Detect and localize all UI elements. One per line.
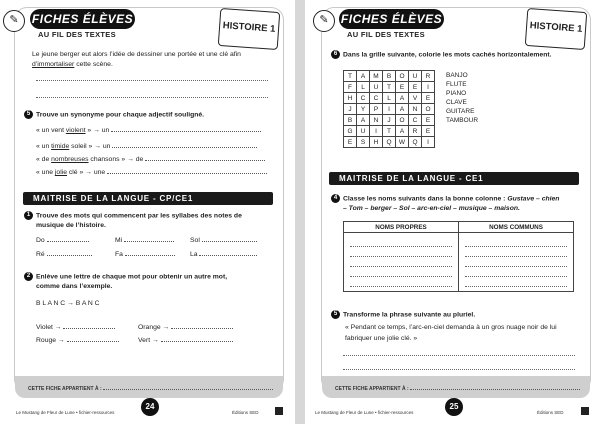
grid-row: [344, 71, 435, 82]
pencil-icon: ✎: [3, 10, 25, 32]
synonym-row: « un vent violent » → un: [36, 126, 268, 136]
left-section-heading: MAITRISE DE LA LANGUE - CP/CE1: [23, 192, 273, 205]
grid-cell[interactable]: U: [370, 82, 383, 93]
right-subbanner: AU FIL DES TEXTES: [347, 30, 425, 39]
grid-cell[interactable]: B: [383, 71, 396, 82]
answer-line[interactable]: [36, 80, 268, 81]
grid-cell[interactable]: U: [357, 126, 370, 137]
grid-cell[interactable]: F: [344, 82, 357, 93]
grid-cell[interactable]: R: [409, 126, 422, 137]
grid-cell[interactable]: J: [383, 115, 396, 126]
left-banner: FICHES ÉLÈVES: [30, 9, 135, 29]
nouns-table: [343, 221, 574, 292]
right-q6-title: 6 Dans la grille suivante, colorie les mots cachés horizontalement.: [331, 50, 581, 60]
synonym-row: « une jolie clé » → une: [36, 168, 268, 178]
publisher-text: Éditions SED: [537, 410, 564, 415]
grid-cell[interactable]: E: [422, 115, 435, 126]
left-page: [0, 0, 295, 424]
pencil-icon: ✎: [313, 10, 335, 32]
answer-line[interactable]: [111, 131, 261, 132]
common-nouns-cell[interactable]: [459, 233, 574, 292]
publisher-logo-icon: [275, 407, 283, 415]
grid-cell[interactable]: H: [370, 137, 383, 148]
right-q5-title: 5 Transforme la phrase suivante au pluriel.: [331, 310, 475, 320]
synonym-row: « de nombreuses chansons » → de: [36, 155, 268, 165]
grid-cell[interactable]: E: [396, 82, 409, 93]
credit-text: Le Mustang de Fleur de Lune • fichier-ressources: [315, 410, 414, 415]
publisher-text: Éditions SED: [232, 410, 259, 415]
left-q1-title: 1 Trouve des mots qui commencent par les syllabes des notes de musique de l’histoire.: [24, 211, 272, 231]
right-q4-title: 4 Classe les noms suivants dans la bonne colonne : Gustave – chien – Tom – berger – Sol – arc-en-ciel – musique – maison.: [331, 194, 583, 214]
synonym-row: « un timide soleil » → un: [36, 142, 268, 152]
color-orange: Orange →: [138, 323, 233, 333]
grid-cell[interactable]: T: [383, 126, 396, 137]
grid-cell[interactable]: P: [370, 104, 383, 115]
answer-line[interactable]: [36, 97, 268, 98]
grid-cell[interactable]: L: [357, 82, 370, 93]
grid-cell[interactable]: O: [422, 104, 435, 115]
word-search-grid[interactable]: [343, 70, 435, 148]
grid-cell[interactable]: A: [396, 126, 409, 137]
grid-row: [344, 137, 435, 148]
word-list: BANJO FLUTE PIANO CLAVE GUITARE TAMBOUR: [446, 72, 479, 124]
grid-cell[interactable]: C: [357, 93, 370, 104]
right-story-label: HISTOIRE 1: [525, 8, 588, 50]
grid-cell[interactable]: E: [422, 126, 435, 137]
grid-cell[interactable]: R: [422, 71, 435, 82]
grid-cell[interactable]: O: [396, 71, 409, 82]
grid-cell[interactable]: A: [357, 115, 370, 126]
grid-cell[interactable]: A: [357, 71, 370, 82]
grid-cell[interactable]: I: [370, 126, 383, 137]
grid-cell[interactable]: H: [344, 93, 357, 104]
right-page: [305, 0, 600, 424]
color-violet: Violet →: [36, 323, 115, 333]
grid-row: [344, 115, 435, 126]
sentence-line2: fabriquer une jolie clé. »: [345, 335, 418, 342]
page-number: 24: [141, 398, 159, 416]
grid-cell[interactable]: U: [409, 71, 422, 82]
grid-cell[interactable]: J: [344, 104, 357, 115]
grid-cell[interactable]: C: [370, 93, 383, 104]
answer-line[interactable]: [343, 355, 575, 356]
left-story-label: HISTOIRE 1: [218, 8, 281, 50]
left-q2-title: 2 Enlève une lettre de chaque mot pour obtenir un autre mot, comme dans l’exemple.: [24, 272, 272, 292]
left-q5-title: 5 Trouve un synonyme pour chaque adjectif souligné.: [24, 110, 204, 120]
grid-cell[interactable]: Q: [409, 137, 422, 148]
grid-cell[interactable]: T: [383, 82, 396, 93]
grid-cell[interactable]: I: [422, 82, 435, 93]
grid-cell[interactable]: Q: [383, 137, 396, 148]
footer-owner-label: CETTE FICHE APPARTIENT À :: [28, 386, 273, 392]
left-subbanner: AU FIL DES TEXTES: [38, 30, 116, 39]
col-common-nouns: NOMS COMMUNS: [459, 222, 574, 233]
footer-owner-label: CETTE FICHE APPARTIENT À :: [335, 386, 580, 392]
grid-cell[interactable]: V: [409, 93, 422, 104]
grid-cell[interactable]: A: [396, 93, 409, 104]
grid-cell[interactable]: L: [383, 93, 396, 104]
note-mi: Mi: [115, 236, 174, 246]
grid-cell[interactable]: Y: [357, 104, 370, 115]
color-vert: Vert →: [138, 336, 233, 346]
answer-line[interactable]: [343, 369, 575, 370]
sentence-line1: « Pendant ce temps, l’arc-en-ciel demanda à un gros nuage noir de lui: [345, 324, 557, 331]
note-la: La: [190, 250, 257, 260]
grid-cell[interactable]: M: [370, 71, 383, 82]
grid-row: [344, 104, 435, 115]
grid-cell[interactable]: E: [344, 137, 357, 148]
answer-line[interactable]: [112, 147, 257, 148]
proper-nouns-cell[interactable]: [344, 233, 459, 292]
grid-cell[interactable]: I: [383, 104, 396, 115]
example-text: B L A N C → B A N C: [36, 300, 100, 307]
credit-text: Le Mustang de Fleur de Lune • fichier-ressources: [16, 410, 115, 415]
grid-cell[interactable]: W: [396, 137, 409, 148]
left-intro-line2: d’immortaliser cette scène.: [32, 61, 113, 68]
grid-cell[interactable]: S: [357, 137, 370, 148]
right-section-heading: MAITRISE DE LA LANGUE - CE1: [329, 172, 579, 185]
grid-cell[interactable]: E: [409, 82, 422, 93]
page-number: 25: [445, 398, 463, 416]
answer-line[interactable]: [145, 160, 265, 161]
grid-cell[interactable]: N: [409, 104, 422, 115]
note-sol: Sol: [190, 236, 257, 246]
answer-line[interactable]: [107, 173, 267, 174]
grid-cell[interactable]: N: [370, 115, 383, 126]
publisher-logo-icon: [581, 407, 589, 415]
note-fa: Fa: [115, 250, 175, 260]
grid-row: [344, 126, 435, 137]
grid-row: [344, 82, 435, 93]
grid-cell[interactable]: B: [344, 115, 357, 126]
right-banner: FICHES ÉLÈVES: [339, 9, 444, 29]
grid-cell[interactable]: G: [344, 126, 357, 137]
left-intro-line1: Le jeune berger eut alors l’idée de dessiner une portée et une clé afin: [32, 51, 241, 58]
grid-cell[interactable]: T: [344, 71, 357, 82]
grid-cell[interactable]: I: [422, 137, 435, 148]
grid-row: [344, 93, 435, 104]
grid-cell[interactable]: O: [396, 115, 409, 126]
grid-cell[interactable]: A: [396, 104, 409, 115]
note-re: Ré: [36, 250, 92, 260]
col-proper-nouns: NOMS PROPRES: [344, 222, 459, 233]
color-rouge: Rouge →: [36, 336, 119, 346]
grid-cell[interactable]: E: [422, 93, 435, 104]
grid-cell[interactable]: C: [409, 115, 422, 126]
note-do: Do: [36, 236, 89, 246]
